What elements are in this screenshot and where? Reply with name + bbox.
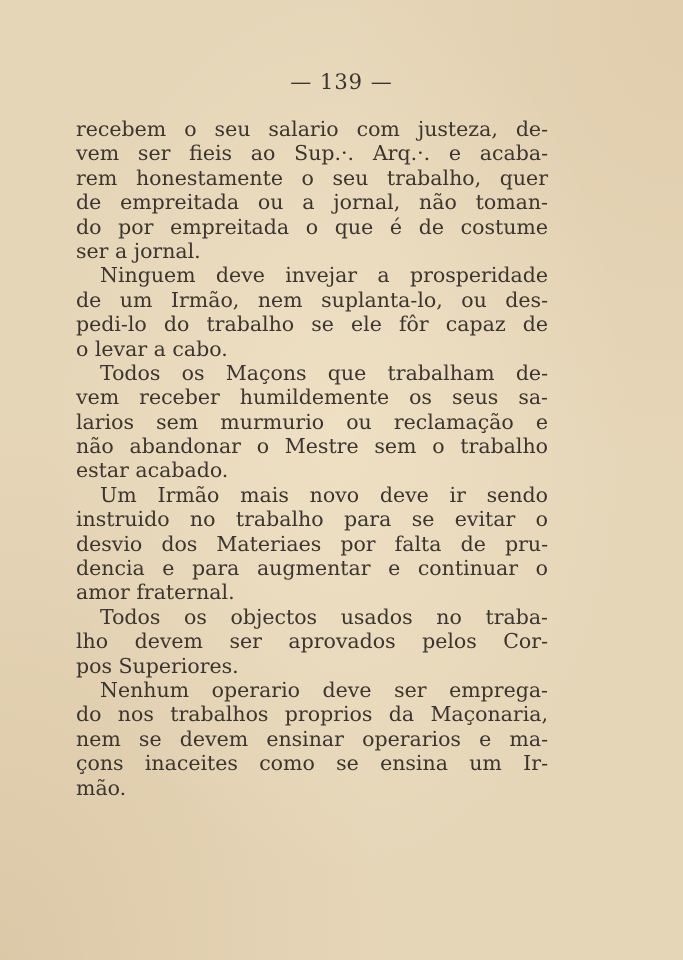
text-line: dencia e para augmentar e continuar o	[76, 556, 548, 581]
text-line: desvio dos Materiaes por falta de pru-	[76, 531, 548, 556]
text-line: nem se devem ensinar operarios e ma-	[76, 726, 548, 751]
text-line: Todos os Maçons que trabalham de-	[100, 360, 548, 385]
text-line: recebem o seu salario com justeza, de-	[76, 117, 548, 141]
page-number: — 139 —	[290, 70, 393, 94]
paragraph	[76, 605, 548, 678]
text-line: de empreitada ou a jornal, não toman-	[76, 190, 548, 215]
text-line: vem receber humildemente os seus sa-	[76, 385, 548, 410]
text-line: do nos trabalhos proprios da Maçonaria,	[76, 702, 548, 727]
paragraph	[76, 678, 548, 800]
text-line: pedi-lo do trabalho se ele fôr capaz de	[76, 312, 548, 337]
text-line: lho devem ser aprovados pelos Cor-	[76, 629, 548, 654]
paragraph	[76, 263, 548, 361]
text-line: não abandonar o Mestre sem o trabalho	[76, 434, 548, 459]
text-line: çons inaceites como se ensina um Ir-	[76, 751, 548, 776]
text-line: mão.	[76, 775, 127, 800]
text-line: ser a jornal.	[76, 238, 201, 263]
text-line: amor fraternal.	[76, 580, 235, 605]
text-line: de um Irmão, nem suplanta-lo, ou des-	[76, 287, 548, 312]
text-line: Nenhum operario deve ser emprega-	[100, 677, 548, 702]
text-line: pos Superiores.	[76, 653, 239, 678]
text-line: instruido no trabalho para se evitar o	[76, 507, 548, 532]
text-line: Todos os objectos usados no traba-	[100, 604, 548, 629]
text-line: vem ser fieis ao Sup.·. Arq.·. e acaba-	[76, 141, 548, 166]
text-line: rem honestamente o seu trabalho, quer	[76, 165, 548, 190]
text-line: Um Irmão mais novo deve ir sendo	[100, 482, 548, 507]
text-line: do por empreitada o que é de costume	[76, 214, 548, 239]
body-text	[76, 117, 548, 800]
text-line: Ninguem deve invejar a prosperidade	[100, 263, 548, 288]
paragraph	[76, 361, 548, 483]
text-line: larios sem murmurio ou reclamação e	[76, 409, 548, 434]
text-line: o levar a cabo.	[76, 336, 228, 361]
paragraph	[76, 483, 548, 605]
text-line: estar acabado.	[76, 458, 229, 483]
paragraph	[76, 117, 548, 263]
